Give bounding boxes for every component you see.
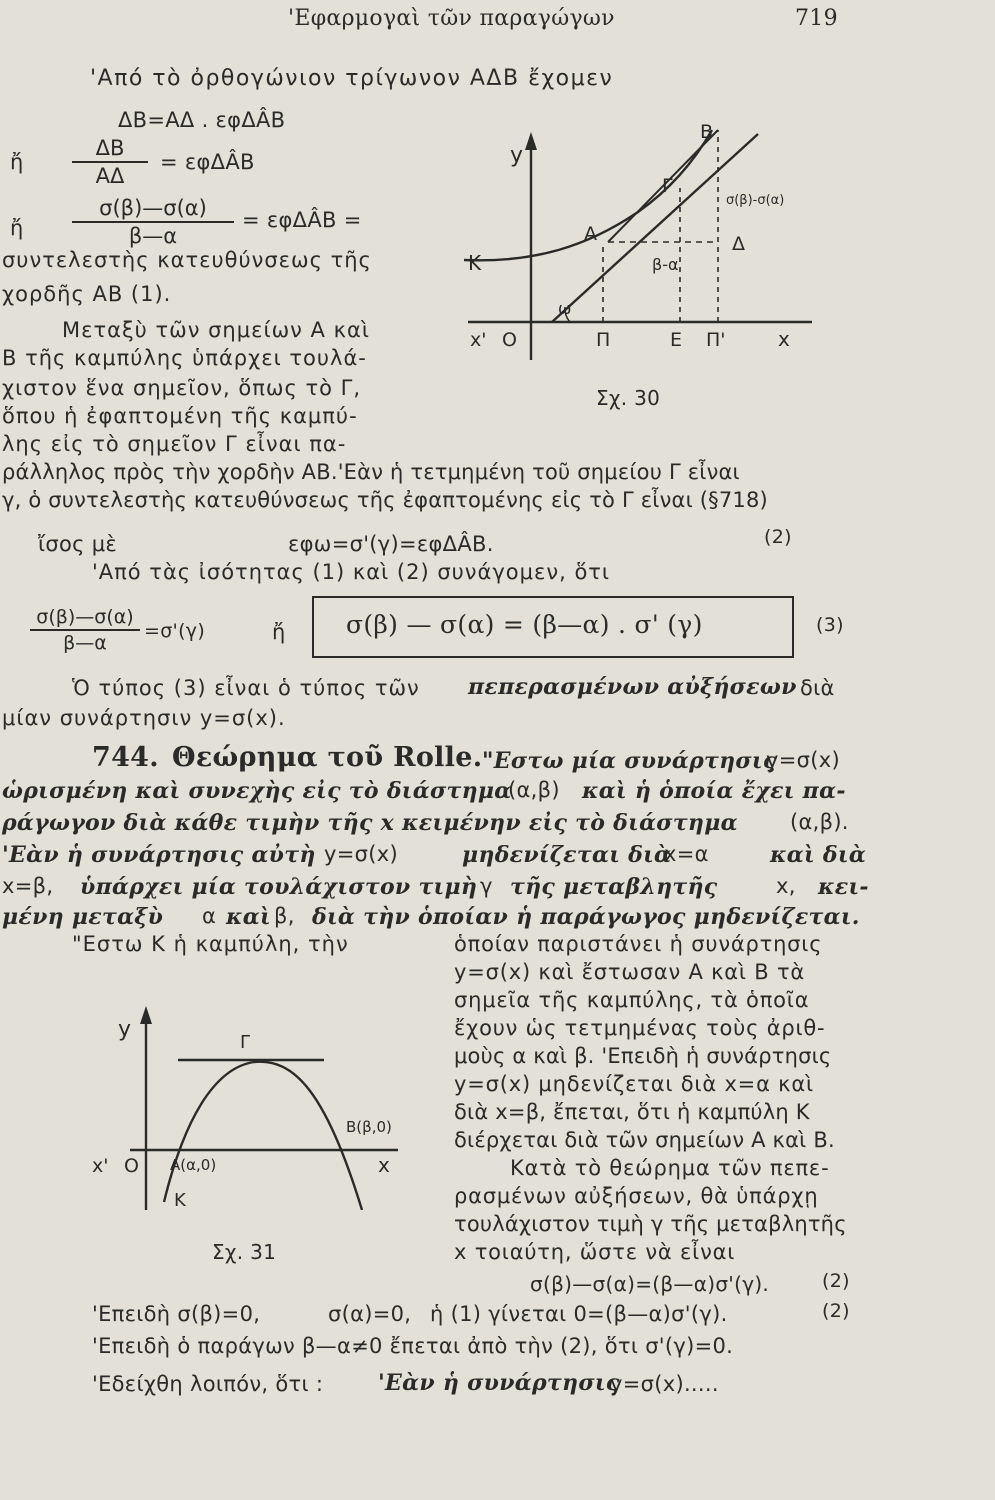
theorem-title: Θεώρημα τοῦ Rolle. [172,742,483,773]
label-b: B [700,121,714,143]
equation-number: (2) [822,1300,850,1322]
proof-right-line: μοὺς α καὶ β. 'Επειδὴ ἡ συνάρτησις [454,1044,832,1068]
label-b: B(β,0) [346,1118,392,1136]
label-beta-minus-alpha: β-α [652,255,679,274]
proof-equation: σ(β)—σ(α)=(β—α)σ'(γ). [530,1272,770,1296]
y-axis-arrow [140,1006,152,1024]
text-line: Μεταξὺ τῶν σημείων Α καὶ [62,318,370,342]
proof-right-line: Κατὰ τὸ θεώρημα τῶν πεπε- [510,1156,830,1180]
proof-right-line: y=σ(x) καὶ ἔστωσαν Α καὶ Β τὰ [454,960,806,984]
proof-right-line: ὁποίαν παριστάνει ἡ συνάρτησις [454,932,823,956]
isos-me: ἴσος μὲ [38,532,118,556]
proof-right-line: ἔχουν ὡς τετμημένας τοὺς ἀριθ- [454,1016,826,1040]
or-word: ἤ [10,150,24,174]
label-x-prime: x' [92,1155,109,1177]
text-line: Β τῆς καμπύλης ὑπάρχει τουλά- [2,346,367,370]
figure-31-diagram [86,1000,426,1210]
fraction-numerator: σ(β)—σ(α) [30,606,140,631]
theorem-math: β, [274,904,295,928]
label-y: y [118,1017,132,1042]
fraction-denominator: ΑΔ [95,164,125,188]
equation-tan-omega: εφω=σ'(γ)=εφΔÂΒ. [288,532,494,556]
theorem-number: 744. [92,742,159,773]
proof-right-line: σημεῖα τῆς καμπύλης, τὰ ὁποῖα [454,988,810,1012]
equation-number: (2) [764,526,792,548]
label-delta: Δ [732,233,745,255]
boxed-formula: σ(β) — σ(α) = (β—α) . σ' (γ) [346,610,703,639]
label-k: K [174,1190,186,1210]
theorem-line: τῆς μεταβλητῆς [510,874,718,900]
equation-number: (2) [822,1270,850,1292]
fraction-rhs: = εφΔÂΒ [160,150,255,174]
fraction-rhs-2: = εφΔÂΒ = [242,208,362,232]
text-line: ράλληλος πρὸς τὴν χορδὴν ΑΒ.'Εὰν ἡ τετμημένη τοῦ σημείου Γ εἶναι [2,460,740,484]
label-origin: O [124,1155,139,1177]
or-word-2: ἤ [10,216,24,240]
label-e: Ε [670,329,683,351]
text-line: συντελεστὴς κατευθύνσεως τῆς [2,248,372,272]
proof-right-line: τουλάχιστον τιμὴ γ τῆς μεταβλητῆς [454,1212,847,1236]
label-sigma-diff: σ(β)-σ(α) [726,193,785,208]
proof-right-line: ρασμένων αὐξήσεων, θὰ ὑπάρχῃ [454,1184,819,1208]
theorem-math: y=σ(x) [324,842,398,866]
figure-30-caption: Σχ. 30 [596,386,661,410]
proof-right-line: y=σ(x) μηδενίζεται διὰ x=α καὶ [454,1072,814,1096]
label-a: A [584,223,597,245]
theorem-line: διὰ τὴν ὁποίαν ἡ παράγωγος μηδενίζεται. [312,904,860,930]
fraction-denominator: β—α [128,224,178,248]
figure-31-caption: Σχ. 31 [212,1240,277,1264]
running-header: 'Εφαρμογαὶ τῶν παραγώγων [288,6,615,31]
label-gamma: Γ [240,1032,251,1053]
typos-line-2: μίαν συνάρτησιν y=σ(x). [2,706,286,730]
label-a: A(α,0) [170,1156,217,1174]
label-x: x [778,327,790,351]
text-line: ὅπου ἡ ἐφαπτομένη τῆς καμπύ- [2,404,358,428]
fraction-numerator: σ(β)—σ(α) [72,196,234,223]
theorem-math: x=α [664,842,709,866]
label-k: K [468,251,482,275]
equation-db-ad: ΔΒ=ΑΔ . εφΔÂΒ [118,108,286,132]
label-x: x [378,1153,390,1177]
proof-start: "Εστω Κ ἡ καμπύλη, τὴν [72,932,349,956]
proof-line-c-math: y=σ(x)..... [610,1372,719,1396]
label-pi: Π [596,329,611,351]
text-line: λης εἰς τὸ σημεῖον Γ εἶναι πα- [2,432,347,456]
fraction-db-ad [72,136,148,188]
theorem-math: x, [776,874,796,898]
curve-k [164,1062,362,1210]
theorem-line: καὶ ἡ ὁποία ἔχει πα- [582,778,846,804]
theorem-line: ὑπάρχει μία τουλάχιστον τιμὴ [80,874,478,900]
fraction-mean-value [30,606,140,654]
text-line: χορδῆς ΑΒ (1). [2,282,172,306]
theorem-line: μένη μεταξὺ [2,904,164,930]
label-x-prime: x' [470,329,487,351]
theorem-math: (α,β) [508,778,560,802]
theorem-math: y=σ(x) [766,748,840,772]
proof-right-line: διὰ x=β, ἔπεται, ὅτι ἡ καμπύλη Κ [454,1100,810,1124]
equation-number-3: (3) [816,614,844,636]
page-number: 719 [795,6,838,31]
theorem-line: ράγωγον διὰ κάθε τιμὴν τῆς x κειμένην εἰς τὸ διάστημα [2,810,738,836]
typos-line-end: διὰ [800,676,835,700]
theorem-line: καὶ [226,904,271,930]
theorem-line: ὡρισμένη καὶ συνεχὴς εἰς τὸ διάστημα [2,778,512,804]
fraction-sigma-diff [72,196,234,248]
theorem-math: γ [480,874,493,898]
proof-line-a-mid: σ(α)=0, [328,1302,412,1326]
theorem-line: 'Εὰν ἡ συνάρτησις αὐτὴ [2,842,316,868]
figure-30-diagram [440,100,840,420]
label-pi-prime: Π' [706,329,726,351]
fraction-numerator: ΔΒ [72,136,148,163]
text-line: χιστον ἕνα σημεῖον, ὅπως τὸ Γ, [2,376,362,400]
typos-line-start: Ὁ τύπος (3) εἶναι ὁ τύπος τῶν [72,676,420,700]
proof-line-c-emphasis: 'Εὰν ἡ συνάρτησις [378,1370,620,1396]
combine-line: 'Από τὰς ἰσότητας (1) καὶ (2) συνάγομεν, ὅτι [92,560,611,584]
proof-right-line: διέρχεται διὰ τῶν σημείων Α καὶ Β. [454,1128,835,1152]
proof-line-b: 'Επειδὴ ὁ παράγων β—α≠0 ἔπεται ἀπὸ τὴν (2), ὅτι σ'(γ)=0. [92,1334,734,1358]
theorem-math: α [202,904,217,928]
fraction-denominator: β—α [63,632,107,654]
label-y: y [510,143,524,168]
theorem-line: "Εστω μία συνάρτησις [482,748,777,774]
proof-line-c-start: 'Εδείχθη λοιπόν, ὅτι : [92,1372,324,1396]
theorem-line: μηδενίζεται διὰ [462,842,672,868]
proof-line-a-right: ἡ (1) γίνεται 0=(β—α)σ'(γ). [430,1302,728,1326]
theorem-math: x=β, [2,874,54,898]
proof-line-a-left: 'Επειδὴ σ(β)=0, [92,1302,261,1326]
y-axis-arrow [525,132,537,150]
or-word-3: ἤ [272,620,286,644]
fraction-rhs-3: =σ'(γ) [144,620,206,642]
intro-line: 'Από τὸ ὀρθογώνιον τρίγωνον ΑΔΒ ἔχομεν [90,66,614,91]
theorem-line: καὶ διὰ [770,842,867,868]
label-origin: O [502,329,517,351]
theorem-math: (α,β). [790,810,849,834]
finite-increments-emphasis: πεπερασμένων αὐξήσεων [468,674,797,700]
theorem-line: κει- [818,874,869,900]
label-gamma: Γ [662,175,673,197]
label-omega: ω [558,299,572,318]
text-line: γ, ὁ συντελεστὴς κατευθύνσεως τῆς ἐφαπτομένης εἰς τὸ Γ εἶναι (§718) [2,488,768,512]
tangent-line [552,134,758,322]
proof-right-line: x τοιαύτη, ὥστε νὰ εἶναι [454,1240,736,1264]
